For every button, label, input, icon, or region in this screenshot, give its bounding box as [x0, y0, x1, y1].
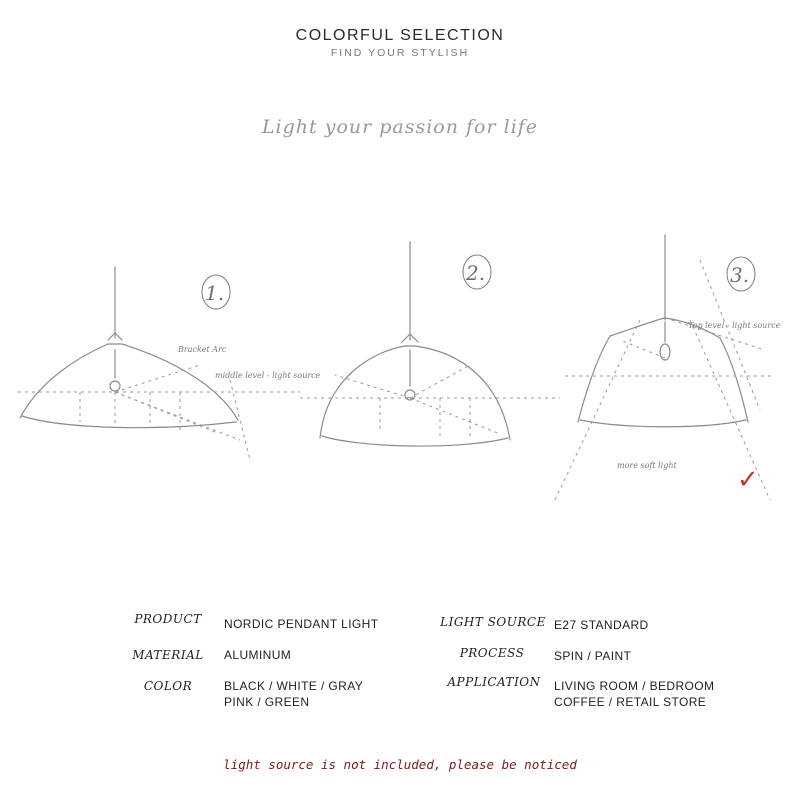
sketch-3-note-2: more soft light [617, 461, 677, 470]
spec-label-color: COLOR [143, 679, 193, 693]
sketch-2-number: 2. [466, 261, 486, 285]
spec-label-application: APPLICATION [447, 675, 541, 689]
lamp-sketches [0, 200, 800, 520]
spec-label-product: PRODUCT [134, 612, 202, 626]
spec-value-product: NORDIC PENDANT LIGHT [224, 617, 379, 631]
sketch-1-note-2: middle level - light source [215, 371, 321, 380]
sketch-1-number: 1. [205, 281, 225, 305]
check-mark-icon: ✓ [737, 465, 759, 495]
spec-label-light-source: LIGHT SOURCE [440, 615, 546, 629]
page-title: COLORFUL SELECTION [295, 27, 505, 44]
sketch-1-note-1: Bracket Arc [178, 345, 227, 354]
tagline: Light your passion for life [261, 116, 539, 138]
light-source-notice: light source is not included, please be noticed [223, 757, 577, 772]
page-subtitle: FIND YOUR STYLISH [330, 47, 470, 59]
spec-value-application-line-1: LIVING ROOM / BEDROOM [554, 679, 715, 693]
spec-value-application [554, 678, 714, 710]
spec-value-color-line-2: PINK / GREEN [224, 695, 310, 709]
lamp-sketch-2 [300, 242, 560, 446]
spec-value-process: SPIN / PAINT [554, 649, 632, 663]
spec-value-material: ALUMINUM [224, 648, 292, 662]
lamp-sketch-3 [555, 235, 781, 500]
sketch-3-number: 3. [730, 263, 750, 287]
spec-value-application-line-2: COFFEE / RETAIL STORE [554, 695, 707, 709]
spec-label-process: PROCESS [459, 646, 525, 660]
spec-value-light-source: E27 STANDARD [554, 618, 649, 632]
spec-value-color-line-1: BLACK / WHITE / GRAY [224, 679, 364, 693]
spec-value-color [224, 678, 363, 710]
lamp-sketch-1 [18, 267, 321, 460]
spec-label-material: MATERIAL [132, 648, 204, 662]
sketch-3-note-1: Top level - light source [688, 321, 781, 330]
